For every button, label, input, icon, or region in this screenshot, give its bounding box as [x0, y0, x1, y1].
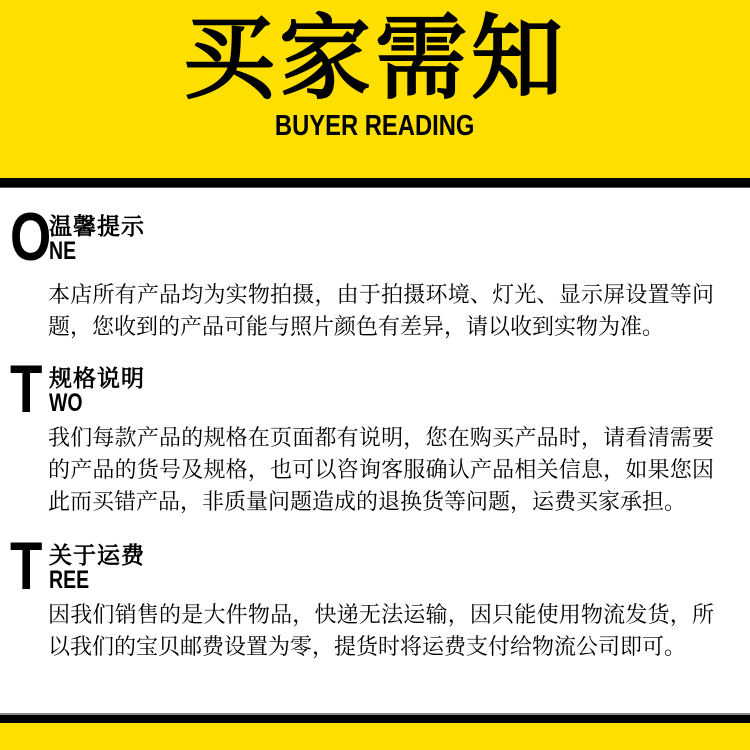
- section-two-paragraph: 我们每款产品的规格在页面都有说明，您在购买产品时，请看清需要的产品的货号及规格，也可以咨询客服确认产品相关信息，如果您因此而买错产品，非质量问题造成的退换货等问题，运费买家承担。: [48, 426, 714, 515]
- section-three-heading: [10, 527, 714, 604]
- section-three-heading-stack: [49, 542, 145, 592]
- section-two-dropcap-wrap: [10, 350, 48, 427]
- section-two-heading-stack: [49, 365, 145, 415]
- section-one-dropcap-wrap: [10, 198, 52, 275]
- footer-yellow-strip: [0, 723, 750, 750]
- bottom-divider-bar: [0, 713, 750, 723]
- section-three-dropcap-wrap: [10, 527, 48, 604]
- header-banner: [0, 0, 750, 178]
- section-one: [10, 198, 714, 344]
- section-three: [10, 527, 714, 664]
- page-title: 买家需知: [182, 8, 567, 110]
- top-divider-bar: [0, 178, 750, 188]
- section-three-paragraph: 因我们销售的是大件物品，快递无法运输，因只能使用物流发货，所以我们的宝贝邮费设置为零，提货时将运费支付给物流公司即可。: [48, 603, 714, 660]
- section-three-title-cn: 关于运费: [49, 542, 145, 568]
- section-two-title-cn: 规格说明: [49, 365, 145, 391]
- section-three-dropcap: T: [10, 527, 43, 604]
- section-one-heading: [10, 198, 714, 275]
- section-two: [10, 350, 714, 519]
- section-two-dropcap: T: [10, 350, 43, 427]
- notice-content: [0, 188, 750, 664]
- section-one-dropcap: O: [10, 198, 52, 275]
- section-two-heading: [10, 350, 714, 427]
- section-one-paragraph: 本店所有产品均为实物拍摄，由于拍摄环境、灯光、显示屏设置等问题，您收到的产品可能与照片颜色有差异，请以收到实物为准。: [48, 283, 714, 340]
- section-two-title-en: WO: [49, 389, 83, 417]
- section-one-title-en: NE: [49, 237, 77, 265]
- section-three-title-en: REE: [49, 566, 90, 594]
- page-subtitle: BUYER READING: [275, 110, 475, 142]
- section-one-heading-stack: [49, 213, 145, 263]
- section-one-title-cn: 温馨提示: [49, 213, 145, 239]
